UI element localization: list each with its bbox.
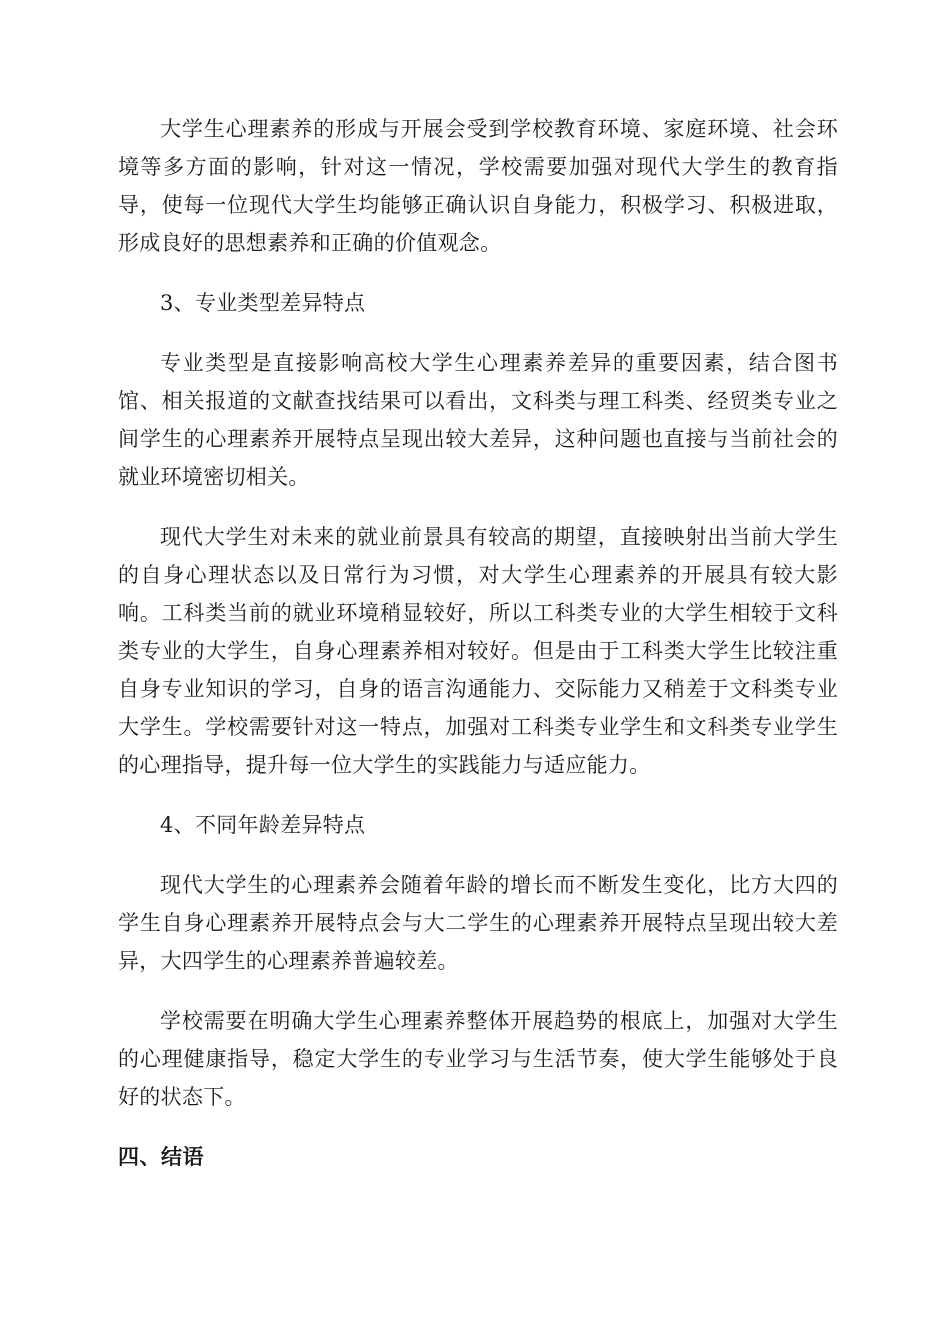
- subheading-3: 3、专业类型差异特点: [160, 291, 366, 315]
- section-title-conclusion: 四、结语: [118, 1145, 204, 1169]
- subheading-4: 4、不同年龄差异特点: [160, 813, 366, 837]
- paragraph-5: 学校需要在明确大学生心理素养整体开展趋势的根底上，加强对大学生的心理健康指导，稳定大学生的专业学习与生活节奏，使大学生能够处于良好的状态下。: [118, 1009, 838, 1109]
- paragraph-4: 现代大学生的心理素养会随着年龄的增长而不断发生变化，比方大四的学生自身心理素养开展特点会与大二学生的心理素养开展特点呈现出较大差异，大四学生的心理素养普遍较差。: [118, 873, 838, 973]
- document-body: [118, 110, 838, 1176]
- paragraph-3: 现代大学生对未来的就业前景具有较高的期望，直接映射出当前大学生的自身心理状态以及日常行为习惯，对大学生心理素养的开展具有较大影响。工科类当前的就业环境稍显较好，所以工科类专业的大学生相较于文科类专业的大学生，自身心理素养相对较好。但是由于工科类大学生比较注重自身专业知识的学习，自身的语言沟通能力、交际能力又稍差于文科类专业大学生。学校需要针对这一特点，加强对工科类专业学生和文科类专业学生的心理指导，提升每一位大学生的实践能力与适应能力。: [118, 525, 838, 777]
- paragraph-1: 大学生心理素养的形成与开展会受到学校教育环境、家庭环境、社会环境等多方面的影响，针对这一情况，学校需要加强对现代大学生的教育指导，使每一位现代大学生均能够正确认识自身能力，积极学习、积极进取，形成良好的思想素养和正确的价值观念。: [118, 117, 838, 255]
- paragraph-2: 专业类型是直接影响高校大学生心理素养差异的重要因素，结合图书馆、相关报道的文献查找结果可以看出，文科类与理工科类、经贸类专业之间学生的心理素养开展特点呈现出较大差异，这种问题也直接与当前社会的就业环境密切相关。: [118, 351, 838, 489]
